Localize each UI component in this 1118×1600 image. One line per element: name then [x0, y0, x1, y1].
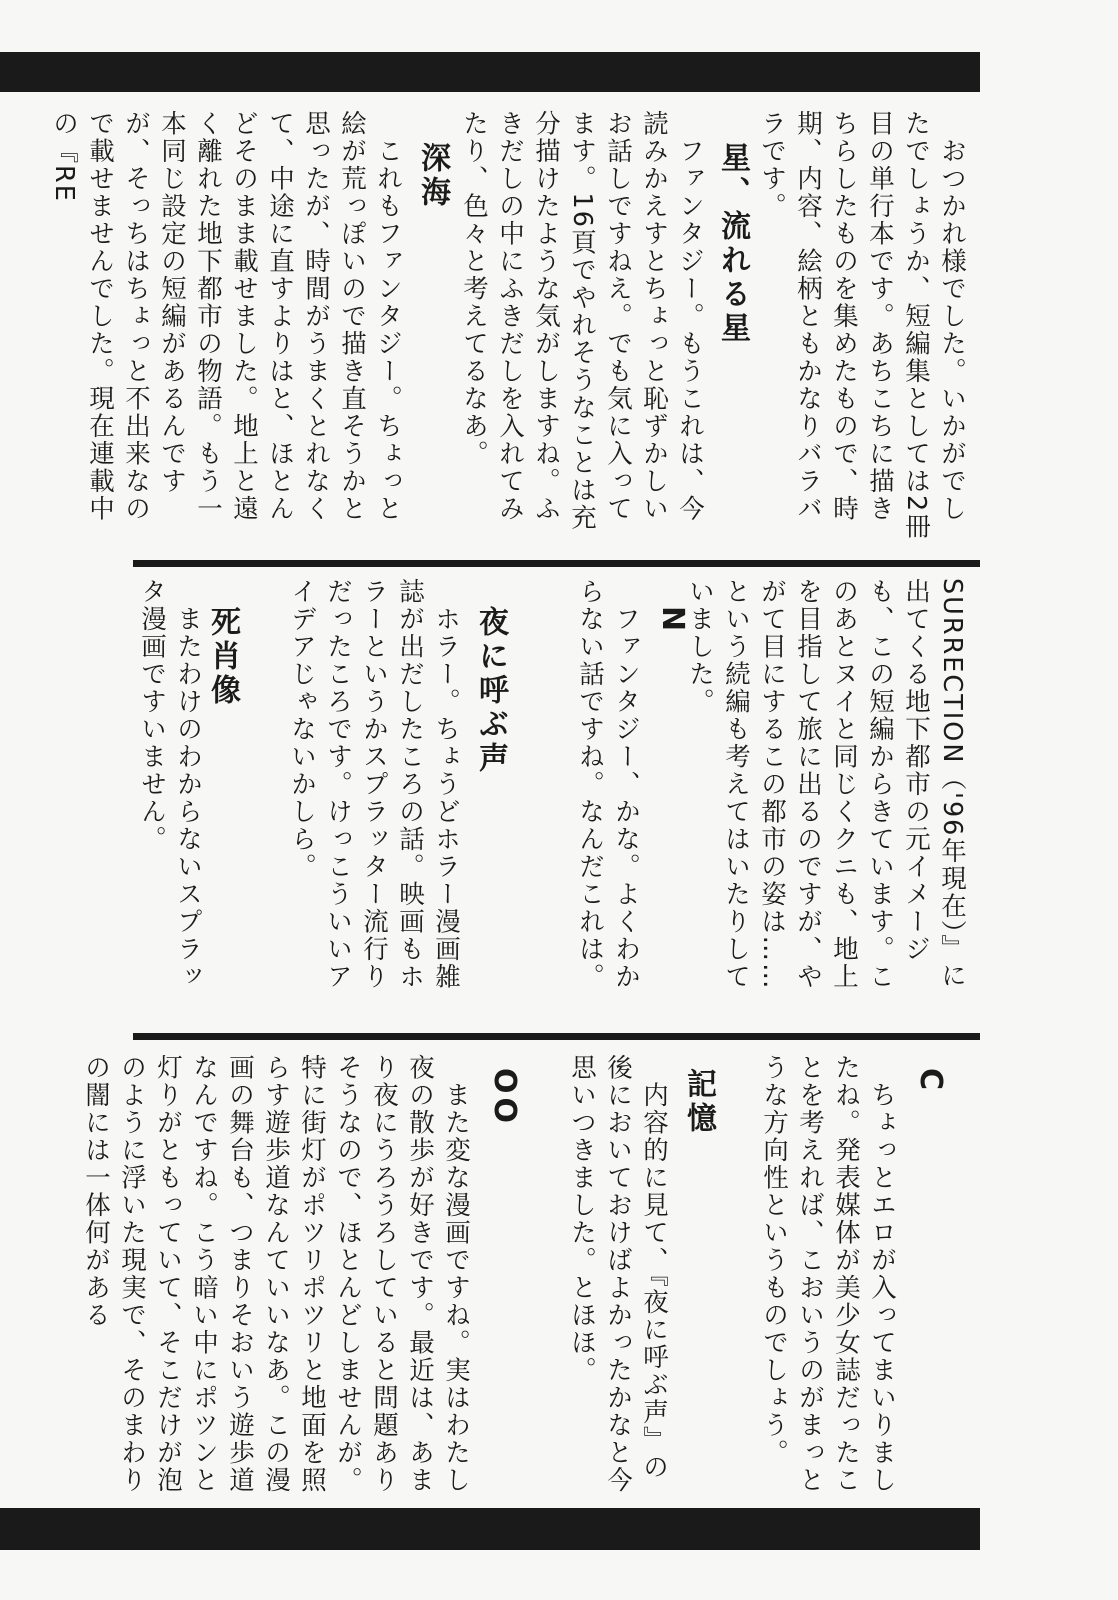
- oo-text: また変な漫画ですね。実はわたし夜の散歩が好きです。最近は、あまり夜にうろうろしていると問題ありそうなので、ほとんどしませんが。特に街灯がポツリポツリと地面を照らす遊歩道なんていいなあ。この漫画の舞台も、つまりそおいう遊歩道なんですね。こう暗い中にポツンと灯りがともっていて、そこだけが泡のように浮いた現実で、そのまわりの闇には一体何がある: [81, 1054, 471, 1494]
- hoshi-text: ファンタジー。もうこれは、今読みかえすとちょっと恥ずかしいお話しですねえ。でも気に入ってます。16頁でやれそうなことは充分描けたような気がしますね。ふきだしの中にふきだしを入れてみたり、色々と考えてるなあ。: [459, 110, 705, 532]
- section-title-hoshi: 星、流れる星: [715, 142, 750, 346]
- divider-lower: [133, 1033, 980, 1040]
- section-title-kioku: 記憶: [681, 1068, 716, 1136]
- yoru-text: ホラー。ちょうどホラー漫画雑誌が出だしたころの話。映画もホラーというかスプラッター流行りだったころです。けっこういいアイデアじゃないかしら。: [287, 578, 461, 991]
- intro-text: おつかれ様でした。いかがでしたでしょうか、短編集としては2冊目の単行本です。あちこちに描きちらしたものを集めたもので、時期、内容、絵柄ともかなりバラバラです。: [757, 110, 967, 541]
- divider-upper: [133, 560, 980, 567]
- section-title-shishozo: 死肖像: [205, 606, 240, 708]
- c-text: ちょっとエロが入ってまいりましたね。発表媒体が美少女誌だったことを考えれば、こおいうのがまっとうな方向性というものでしょう。: [759, 1054, 897, 1494]
- section-title-yoru: 夜に呼ぶ声: [473, 606, 508, 776]
- section-title-oo: OO: [487, 1068, 522, 1128]
- section-title-c: C: [913, 1068, 948, 1095]
- n-text: ファンタジー、かな。よくわからない話ですね。なんだこれは。: [575, 578, 641, 991]
- shishozo-text: またわけのわからないスプラッタ漫画ですいません。: [137, 578, 203, 991]
- surrection-text: SURRECTION（'96年現在）』に出てくる地下都市の元イメージも、この短編からきています。このあとヌイと同じくクニも、地上を目指して旅に出るのですが、やがて目にするこの都市の姿は……という続編も考えてはいたりしていました。: [685, 578, 967, 991]
- section-title-shinkai: 深海: [415, 142, 450, 210]
- top-band: [0, 52, 980, 92]
- shinkai-text: これもファンタジー。ちょっと絵が荒っぽいので描き直そうかと思ったが、時間がうまくとれなくて、中途に直すよりはと、ほとんどそのまま載せました。地上と遠く離れた地下都市の物語。もう一本同じ設定の短編があるんですが、そっちはちょっと不出来なので載せませんでした。現在連載中の『RE: [49, 110, 403, 523]
- section-title-n: N: [655, 606, 690, 636]
- kioku-text: 内容的に見て、『夜に呼ぶ声』の後においておけばよかったかなと今思いつきました。とほほ。: [567, 1054, 669, 1494]
- bottom-band: [0, 1508, 980, 1550]
